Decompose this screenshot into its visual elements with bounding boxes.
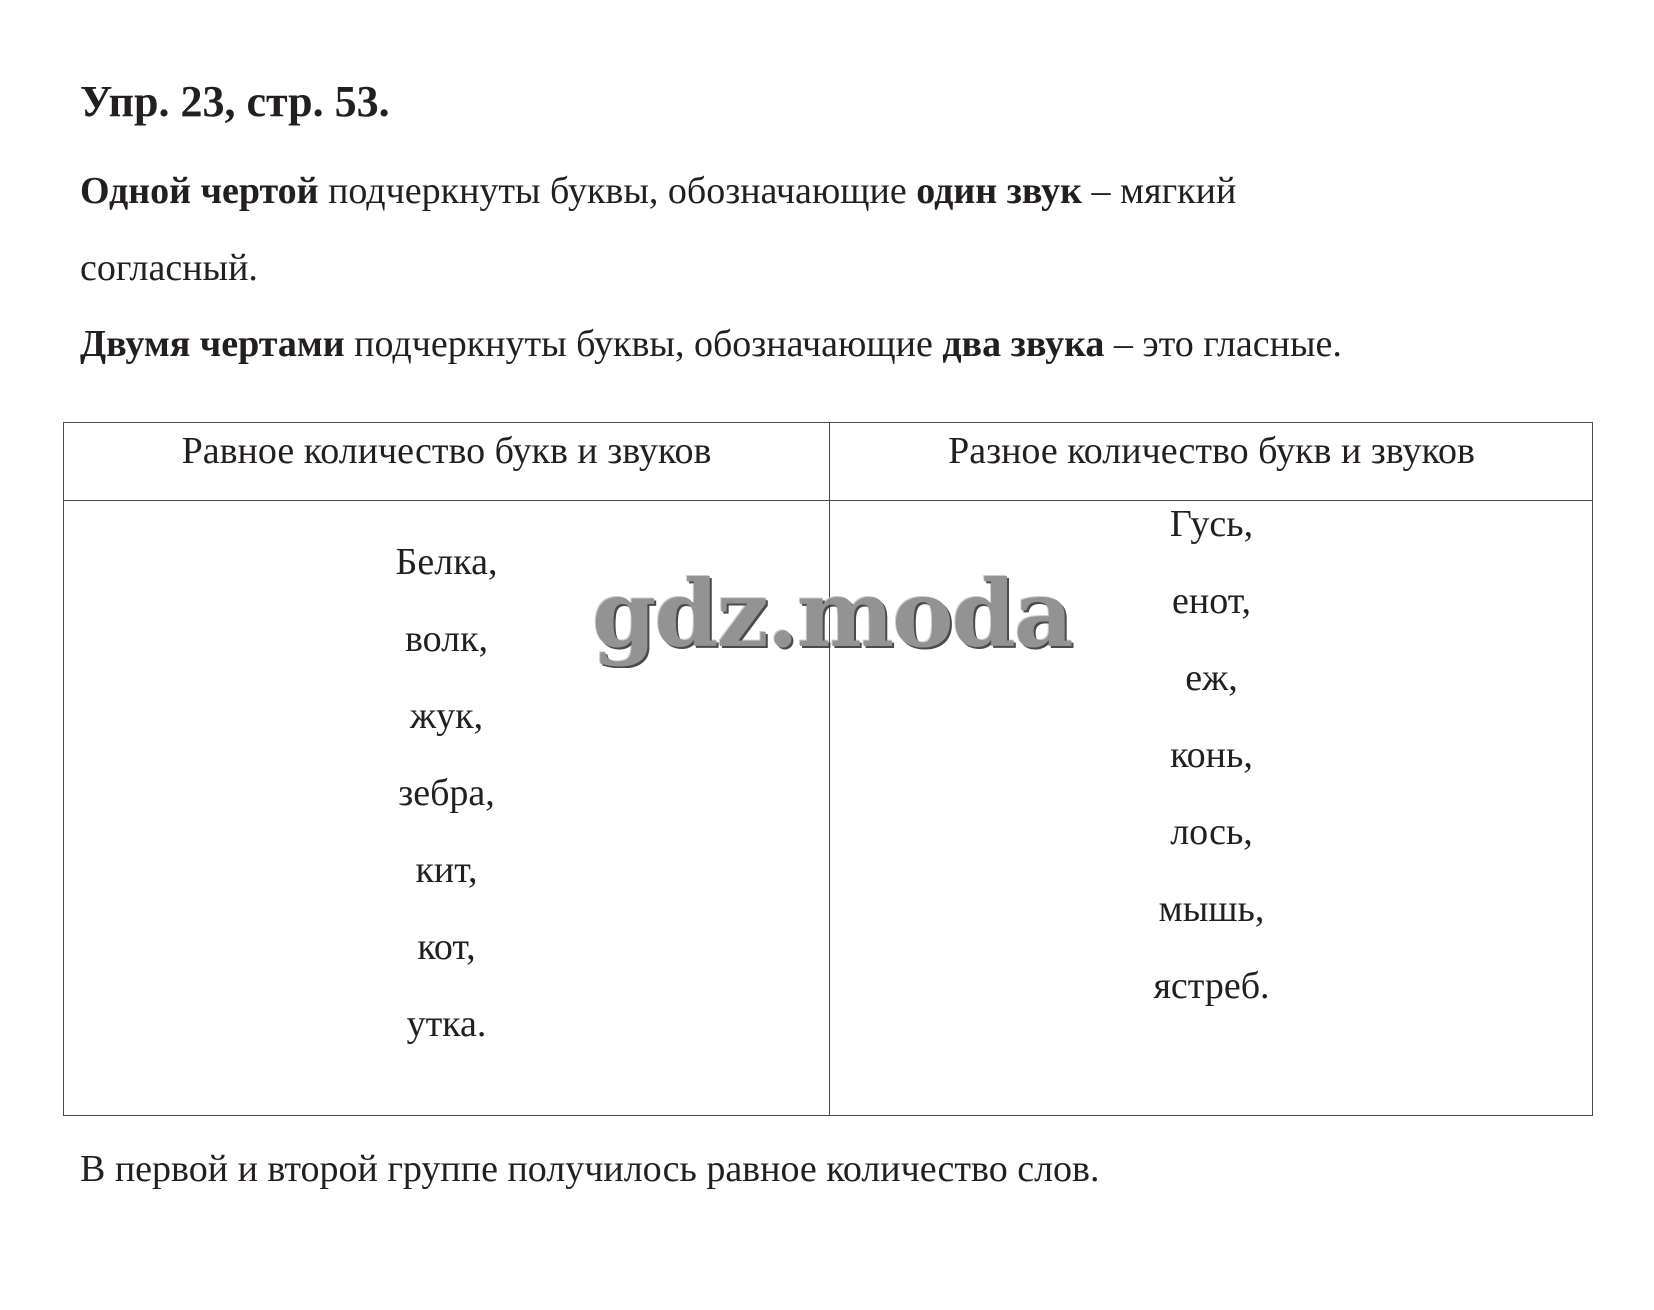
word-cell: зебра, (398, 772, 495, 814)
word-cell: конь, (1170, 734, 1253, 776)
word-cell: еж, (1185, 657, 1238, 699)
header-equal-count: Равное количество букв и звуков (181, 430, 712, 472)
word-cell: лось, (1170, 811, 1253, 853)
exercise-title: Упр. 23, стр. 53. (80, 77, 390, 126)
site-watermark: gdz.moda (592, 560, 1072, 668)
bold-two-strokes: Двумя чертами (80, 323, 345, 365)
paragraph-one-tail: – мягкий (1082, 170, 1237, 212)
bold-one-stroke: Одной чертой (80, 170, 319, 212)
word-cell: енот, (1172, 580, 1251, 622)
word-cell: утка. (406, 1003, 487, 1045)
paragraph-one-text: подчеркнуты буквы, обозначающие (318, 170, 917, 212)
paragraph-two-text: подчеркнуты буквы, обозначающие (344, 323, 943, 365)
table-header-divider (64, 500, 1592, 501)
word-cell: волк, (404, 618, 489, 660)
header-different-count: Разное количество букв и звуков (948, 430, 1475, 472)
bold-two-sounds: два звука (942, 323, 1105, 365)
bold-one-sound: один звук (916, 170, 1083, 212)
word-cell: жук, (409, 695, 484, 737)
words-table (63, 422, 1593, 1116)
paragraph-one-line-two: согласный. (80, 247, 258, 289)
word-cell: Белка, (395, 541, 498, 583)
paragraph-two (80, 325, 1342, 363)
word-cell: кит, (415, 849, 478, 891)
word-cell: мышь, (1158, 888, 1265, 930)
word-cell: кот, (417, 926, 476, 968)
conclusion-text: В первой и второй группе получилось равное количество слов. (80, 1148, 1100, 1190)
paragraph-two-tail: – это гласные. (1104, 323, 1342, 365)
word-cell: Гусь, (1169, 503, 1254, 545)
word-cell: ястреб. (1153, 965, 1270, 1007)
paragraph-one-line-one (80, 172, 1236, 210)
